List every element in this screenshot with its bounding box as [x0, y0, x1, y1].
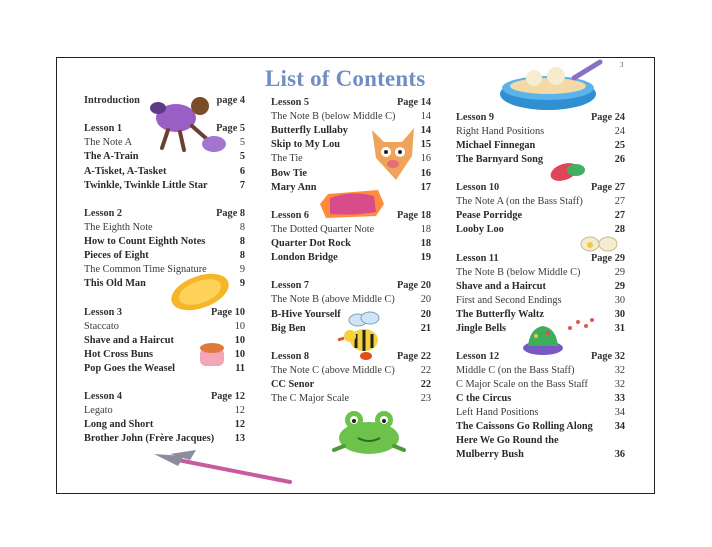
entry-title: Lesson 5	[271, 97, 310, 108]
contents-entry	[271, 138, 431, 152]
entry-title: CC Senor	[271, 379, 315, 390]
entry-title: The Common Time Signature	[84, 264, 207, 276]
arrow-icon	[150, 448, 296, 488]
entry-page: 9	[239, 264, 245, 276]
lesson-heading	[271, 209, 431, 223]
entry-page: 31	[614, 322, 625, 334]
entry-page: 30	[614, 308, 625, 320]
contents-entry	[84, 334, 245, 348]
contents-entry	[271, 237, 431, 251]
entry-page: 28	[614, 224, 625, 236]
entry-page: 12	[234, 419, 245, 431]
entry-page: page 4	[216, 95, 245, 106]
entry-title: The C Major Scale	[271, 393, 350, 405]
entry-page: 30	[614, 294, 625, 306]
entry-page: 19	[420, 252, 431, 264]
contents-entry	[84, 249, 245, 263]
entry-page: 29	[614, 266, 625, 278]
entry-page: 24	[614, 126, 625, 138]
entry-page: 18	[420, 223, 431, 235]
entry-page: 32	[614, 378, 625, 390]
entry-title: Shave and a Haircut	[456, 280, 546, 292]
entry-page: 34	[614, 421, 625, 433]
entry-page: 10	[234, 320, 245, 332]
entry-page: 14	[420, 111, 431, 123]
entry-title: Lesson 6	[271, 209, 310, 221]
contents-entry	[271, 322, 431, 336]
contents-entry	[271, 364, 431, 378]
lesson-heading	[456, 111, 625, 125]
contents-entry	[84, 136, 245, 150]
contents-entry	[84, 277, 245, 291]
contents-entry	[456, 280, 625, 294]
contents-entry	[84, 165, 245, 179]
entry-page: 12	[234, 405, 245, 417]
entry-page: 25	[614, 140, 625, 152]
entry-title: Hot Cross Buns	[84, 348, 154, 360]
entry-page: 11	[235, 362, 245, 374]
entry-title: The Eighth Note	[84, 221, 153, 233]
entry-page: 5	[239, 151, 245, 163]
lesson-heading	[271, 350, 431, 364]
entry-page: 22	[420, 364, 431, 376]
contents-entry	[271, 293, 431, 307]
lesson-heading	[84, 207, 245, 221]
entry-page: Page 5	[216, 123, 245, 135]
entry-page: 29	[614, 280, 625, 292]
contents-entry	[84, 432, 245, 446]
contents-entry	[456, 209, 625, 223]
contents-entry	[456, 420, 625, 434]
contents-entry	[84, 362, 245, 376]
entry-page: Page 22	[396, 350, 431, 362]
page-title: List of Contents	[265, 66, 426, 91]
entry-page: 36	[614, 449, 625, 461]
entry-title: The Caissons Go Rolling Along	[456, 421, 593, 433]
contents-entry	[84, 179, 245, 193]
entry-title: The Tie	[271, 153, 303, 165]
contents-entry	[271, 167, 431, 181]
entry-title: Here We Go Round the	[456, 435, 559, 447]
entry-title: Pieces of Eight	[84, 250, 149, 262]
contents-entry	[271, 308, 431, 322]
entry-page: Page 8	[216, 207, 245, 219]
contents-entry	[456, 406, 625, 420]
contents-entry	[271, 110, 431, 124]
entry-title: The Note C (above Middle C)	[271, 364, 395, 376]
entry-title: Legato	[84, 405, 113, 417]
contents-entry	[456, 364, 625, 378]
lesson-heading	[84, 306, 245, 320]
contents-entry	[271, 378, 431, 392]
entry-title: The Note B (below Middle C)	[456, 266, 581, 278]
contents-entry	[271, 251, 431, 265]
entry-title: Lesson 10	[456, 182, 500, 194]
contents-entry	[84, 348, 245, 362]
entry-title: The Barnyard Song	[456, 154, 543, 166]
entry-page: 26	[614, 154, 625, 166]
entry-page: 15	[420, 139, 431, 151]
entry-title: The Note B (below Middle C)	[271, 111, 396, 123]
entry-page: Page 24	[590, 112, 625, 123]
contents-entry	[84, 320, 245, 334]
lesson-heading	[456, 350, 625, 364]
entry-title: Michael Finnegan	[456, 140, 536, 152]
entry-page: 7	[239, 179, 245, 191]
entry-page: 23	[420, 393, 431, 405]
entry-page: 21	[420, 322, 431, 334]
lesson-heading	[84, 122, 245, 136]
entry-page: 9	[239, 278, 245, 290]
contents-entry	[456, 195, 625, 209]
contents-entry	[84, 221, 245, 235]
entry-page: Page 27	[590, 182, 625, 194]
entry-page: Page 32	[590, 350, 625, 362]
contents-entry	[456, 434, 625, 448]
contents-entry	[456, 223, 625, 237]
entry-page: 16	[420, 167, 431, 179]
lesson-heading	[456, 181, 625, 195]
entry-page: 34	[614, 407, 625, 419]
entry-page: Page 12	[210, 391, 245, 403]
entry-title: How to Count Eighth Notes	[84, 236, 206, 247]
entry-title: Skip to My Lou	[271, 139, 340, 151]
entry-title: The Note A (on the Bass Staff)	[456, 196, 583, 208]
entry-title: Left Hand Positions	[456, 407, 539, 419]
contents-entry	[271, 392, 431, 406]
entry-page: 8	[239, 250, 245, 262]
entry-title: Lesson 4	[84, 391, 123, 403]
contents-entry	[84, 263, 245, 277]
entry-title: Butterfly Lullaby	[271, 125, 348, 137]
entry-title: Middle C (on the Bass Staff)	[456, 364, 575, 376]
entry-title: Lesson 9	[456, 112, 495, 123]
contents-entry	[456, 125, 625, 139]
contents-entry	[456, 153, 625, 167]
contents-entry	[84, 150, 245, 164]
contents-entry	[271, 181, 431, 195]
entry-title: Pease Porridge	[456, 210, 523, 222]
entry-page: Page 14	[396, 97, 431, 108]
entry-page: 10	[234, 334, 245, 346]
entry-page: 8	[239, 221, 245, 233]
entry-title: Lesson 8	[271, 350, 310, 362]
contents-entry	[84, 235, 245, 249]
page-number-mark: 3	[620, 61, 624, 69]
entry-title: Lesson 2	[84, 207, 123, 219]
entry-title: Lesson 12	[456, 350, 500, 362]
entry-title: Lesson 11	[456, 252, 499, 264]
entry-page: 5	[239, 137, 245, 149]
entry-title: Twinkle, Twinkle Little Star	[84, 179, 208, 191]
entry-page: 20	[420, 308, 431, 320]
entry-title: Right Hand Positions	[456, 126, 545, 138]
entry-title: London Bridge	[271, 252, 338, 264]
entry-title: Lesson 7	[271, 280, 310, 292]
lesson-heading	[84, 390, 245, 404]
entry-title: Mary Ann	[271, 181, 317, 193]
entry-page: 16	[420, 153, 431, 165]
entry-title: The A-Train	[84, 151, 139, 163]
lesson-heading	[456, 252, 625, 266]
entry-page: 10	[234, 348, 245, 360]
entry-title: Mulberry Bush	[456, 449, 524, 461]
entry-title: The Note A	[84, 137, 133, 149]
contents-entry	[271, 124, 431, 138]
lesson-heading	[271, 96, 431, 110]
entry-page: 17	[420, 181, 431, 193]
entry-title: Pop Goes the Weasel	[84, 362, 176, 374]
contents-entry	[456, 266, 625, 280]
entry-title: The Note B (above Middle C)	[271, 294, 395, 306]
contents-entry	[84, 418, 245, 432]
entry-page: 20	[420, 294, 431, 306]
entry-page: 18	[420, 238, 431, 249]
contents-entry	[456, 308, 625, 322]
contents-entry	[456, 139, 625, 153]
entry-page: 6	[239, 165, 245, 177]
entry-page: Page 20	[396, 280, 431, 292]
entry-title: This Old Man	[84, 278, 146, 290]
contents-entry	[271, 223, 431, 237]
entry-title: B-Hive Yourself	[271, 308, 341, 320]
entry-title: Lesson 3	[84, 306, 123, 318]
lesson-heading	[84, 94, 245, 108]
entry-title: Staccato	[84, 320, 119, 332]
entry-title: Shave and a Haircut	[84, 334, 174, 346]
entry-page: Page 18	[396, 209, 431, 221]
entry-page: 33	[614, 393, 625, 404]
entry-page: Page 29	[590, 252, 625, 264]
lesson-heading	[271, 279, 431, 293]
entry-title: C Major Scale on the Bass Staff	[456, 378, 588, 390]
entry-title: Brother John (Frère Jacques)	[84, 433, 215, 445]
frog-icon	[328, 406, 410, 460]
contents-entry	[456, 294, 625, 308]
entry-page: 22	[420, 379, 431, 390]
entry-title: Long and Short	[84, 419, 154, 431]
entry-page: 27	[614, 196, 625, 208]
entry-title: Bow Tie	[271, 167, 307, 179]
contents-entry	[456, 392, 625, 406]
contents-entry	[84, 404, 245, 418]
entry-title: First and Second Endings	[456, 294, 562, 306]
contents-entry	[456, 322, 625, 336]
entry-title: Looby Loo	[456, 224, 504, 236]
entry-page: Page 10	[210, 306, 245, 318]
entry-title: Big Ben	[271, 322, 306, 334]
entry-title: Lesson 1	[84, 123, 123, 135]
contents-entry	[456, 448, 625, 462]
entry-title: A-Tisket, A-Tasket	[84, 165, 167, 177]
contents-entry	[271, 152, 431, 166]
entry-title: The Dotted Quarter Note	[271, 223, 375, 235]
entry-title: Quarter Dot Rock	[271, 238, 351, 249]
entry-page: 27	[614, 210, 625, 222]
entry-page: 14	[420, 125, 431, 137]
entry-page: 8	[239, 236, 245, 247]
entry-title: C the Circus	[456, 393, 512, 404]
entry-page: 13	[234, 433, 245, 445]
contents-entry	[456, 378, 625, 392]
entry-page: 32	[614, 364, 625, 376]
entry-title: Introduction	[84, 95, 140, 106]
entry-title: Jingle Bells	[456, 322, 507, 334]
entry-title: The Butterfly Waltz	[456, 308, 544, 320]
